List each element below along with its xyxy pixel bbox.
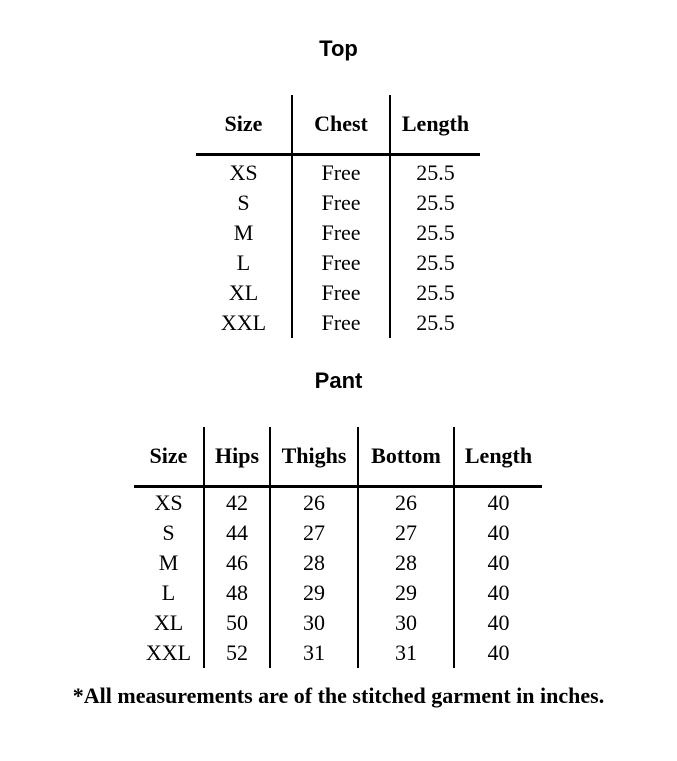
table-row bbox=[134, 518, 542, 548]
column-header-hips: Hips bbox=[204, 427, 270, 487]
column-header-length: Length bbox=[390, 95, 480, 155]
size-cell: S bbox=[162, 520, 175, 545]
table-header-row bbox=[134, 427, 542, 487]
thighs-cell: 28 bbox=[270, 548, 358, 578]
table-row bbox=[134, 487, 542, 519]
table-row bbox=[196, 218, 480, 248]
hips-cell: 44 bbox=[204, 518, 270, 548]
size-cell: XL bbox=[153, 610, 184, 635]
column-header-bottom: Bottom bbox=[358, 427, 454, 487]
size-cell: XXL bbox=[220, 310, 267, 335]
column-header-chest: Chest bbox=[292, 95, 390, 155]
table-row bbox=[134, 578, 542, 608]
pant-section-title: Pant bbox=[314, 368, 363, 393]
column-header-thighs: Thighs bbox=[270, 427, 358, 487]
size-cell: XL bbox=[228, 280, 259, 305]
length-cell: 25.5 bbox=[390, 308, 480, 338]
length-cell: 25.5 bbox=[390, 155, 480, 189]
hips-cell: 48 bbox=[204, 578, 270, 608]
thighs-cell: 27 bbox=[270, 518, 358, 548]
size-cell: L bbox=[161, 580, 176, 605]
top-size-table bbox=[196, 95, 480, 338]
length-cell: 40 bbox=[454, 548, 542, 578]
chest-cell: Free bbox=[292, 188, 390, 218]
length-cell: 25.5 bbox=[390, 278, 480, 308]
size-cell: L bbox=[236, 250, 251, 275]
length-cell: 40 bbox=[454, 638, 542, 668]
hips-cell: 46 bbox=[204, 548, 270, 578]
table-row bbox=[134, 548, 542, 578]
length-cell: 25.5 bbox=[390, 218, 480, 248]
size-cell: M bbox=[158, 550, 179, 575]
table-row bbox=[196, 308, 480, 338]
thighs-cell: 30 bbox=[270, 608, 358, 638]
hips-cell: 50 bbox=[204, 608, 270, 638]
chest-cell: Free bbox=[292, 278, 390, 308]
chest-cell: Free bbox=[292, 155, 390, 189]
bottom-cell: 30 bbox=[358, 608, 454, 638]
column-header-length: Length bbox=[454, 427, 542, 487]
hips-cell: 42 bbox=[204, 487, 270, 519]
table-row bbox=[196, 188, 480, 218]
column-header-size: Size bbox=[134, 427, 204, 487]
table-row bbox=[134, 638, 542, 668]
size-cell: S bbox=[237, 190, 250, 215]
length-cell: 40 bbox=[454, 578, 542, 608]
table-row bbox=[196, 155, 480, 189]
length-cell: 40 bbox=[454, 487, 542, 519]
hips-cell: 52 bbox=[204, 638, 270, 668]
thighs-cell: 26 bbox=[270, 487, 358, 519]
size-cell: XXL bbox=[145, 640, 192, 665]
table-row bbox=[134, 608, 542, 638]
table-row bbox=[196, 248, 480, 278]
measurement-footnote: *All measurements are of the stitched garment in inches. bbox=[72, 683, 605, 708]
bottom-cell: 31 bbox=[358, 638, 454, 668]
size-cell: XS bbox=[229, 160, 258, 185]
pant-size-table bbox=[134, 427, 542, 668]
bottom-cell: 27 bbox=[358, 518, 454, 548]
thighs-cell: 31 bbox=[270, 638, 358, 668]
length-cell: 25.5 bbox=[390, 248, 480, 278]
chest-cell: Free bbox=[292, 248, 390, 278]
table-row bbox=[196, 278, 480, 308]
length-cell: 40 bbox=[454, 518, 542, 548]
column-header-size: Size bbox=[196, 95, 292, 155]
length-cell: 25.5 bbox=[390, 188, 480, 218]
thighs-cell: 29 bbox=[270, 578, 358, 608]
table-header-row bbox=[196, 95, 480, 155]
length-cell: 40 bbox=[454, 608, 542, 638]
top-section-title: Top bbox=[319, 36, 358, 61]
chest-cell: Free bbox=[292, 308, 390, 338]
bottom-cell: 28 bbox=[358, 548, 454, 578]
bottom-cell: 29 bbox=[358, 578, 454, 608]
size-cell: M bbox=[233, 220, 254, 245]
size-cell: XS bbox=[154, 490, 183, 515]
chest-cell: Free bbox=[292, 218, 390, 248]
bottom-cell: 26 bbox=[358, 487, 454, 519]
